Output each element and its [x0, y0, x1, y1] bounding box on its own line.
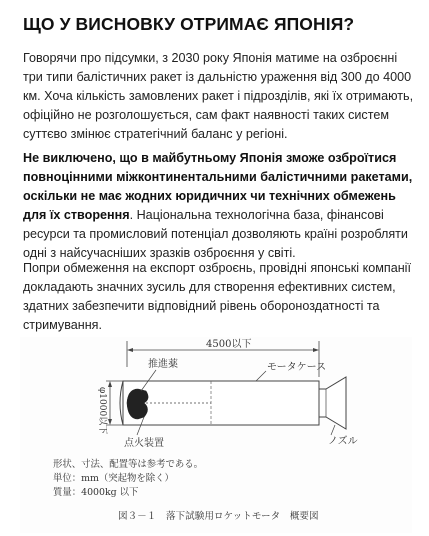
paragraph-industry: Попри обмеження на експорт озброєнь, провідні японські компанії докладають значних зусиль для створення ефективних систем, здатних забезпечити відповідний рівень обороноздатності та стримування.: [23, 261, 411, 332]
case-label: モータケース: [267, 362, 327, 373]
figure-notes: [53, 458, 203, 500]
diameter-label: φ1000以下: [97, 387, 107, 435]
note-line-2: 単位：mm（突起物を除く）: [53, 473, 174, 484]
paragraph-summary: Говорячи про підсумки, з 2030 року Японія матиме на озброєнні три типи балістичних ракет із дальністю ураження від 300 до 4000 км. Хоча кількість замовлених ракет і підрозділів, які їх отримають, офіційно не розголошується, сам факт наявності таких систем суттєво змінює стратегічний баланс у регіоні.: [23, 51, 414, 141]
paragraph-icbm-bold: Не виключено, що в майбутньому Японія зможе озброїтися повноцінними міжконтинентальними балістичними ракетами, оскільки не має жодних юридичних чи технічних обмежень для їх створення: [23, 151, 413, 222]
paragraph-icbm: [23, 149, 415, 263]
igniter-label: 点火装置: [124, 438, 164, 449]
nozzle-shape: [319, 377, 346, 429]
rocket-motor-diagram: [20, 337, 412, 533]
article-heading: ЩО У ВИСНОВКУ ОТРИМАЄ ЯПОНІЯ?: [23, 14, 355, 34]
note-line-1: 形状、寸法、配置等は参考である。: [53, 459, 204, 470]
motor-case: [123, 381, 319, 425]
igniter-shape: [127, 389, 148, 419]
paragraph-icbm-rest: . Національна технологічна база, фінансові ресурси та промисловий потенціал дозволяють країні розробляти одні з найсучасніших зразків озброєння у світі.: [23, 208, 408, 260]
note-line-3: 質量：4000kg 以下: [53, 487, 139, 498]
propellant-label: 推進薬: [148, 359, 178, 370]
length-label: 4500以下: [206, 339, 252, 350]
nozzle-label: ノズル: [328, 436, 358, 447]
figure-caption: 図３－１ 落下試験用ロケットモータ 概要図: [118, 511, 319, 522]
rocket-motor-drawing: [20, 337, 412, 533]
